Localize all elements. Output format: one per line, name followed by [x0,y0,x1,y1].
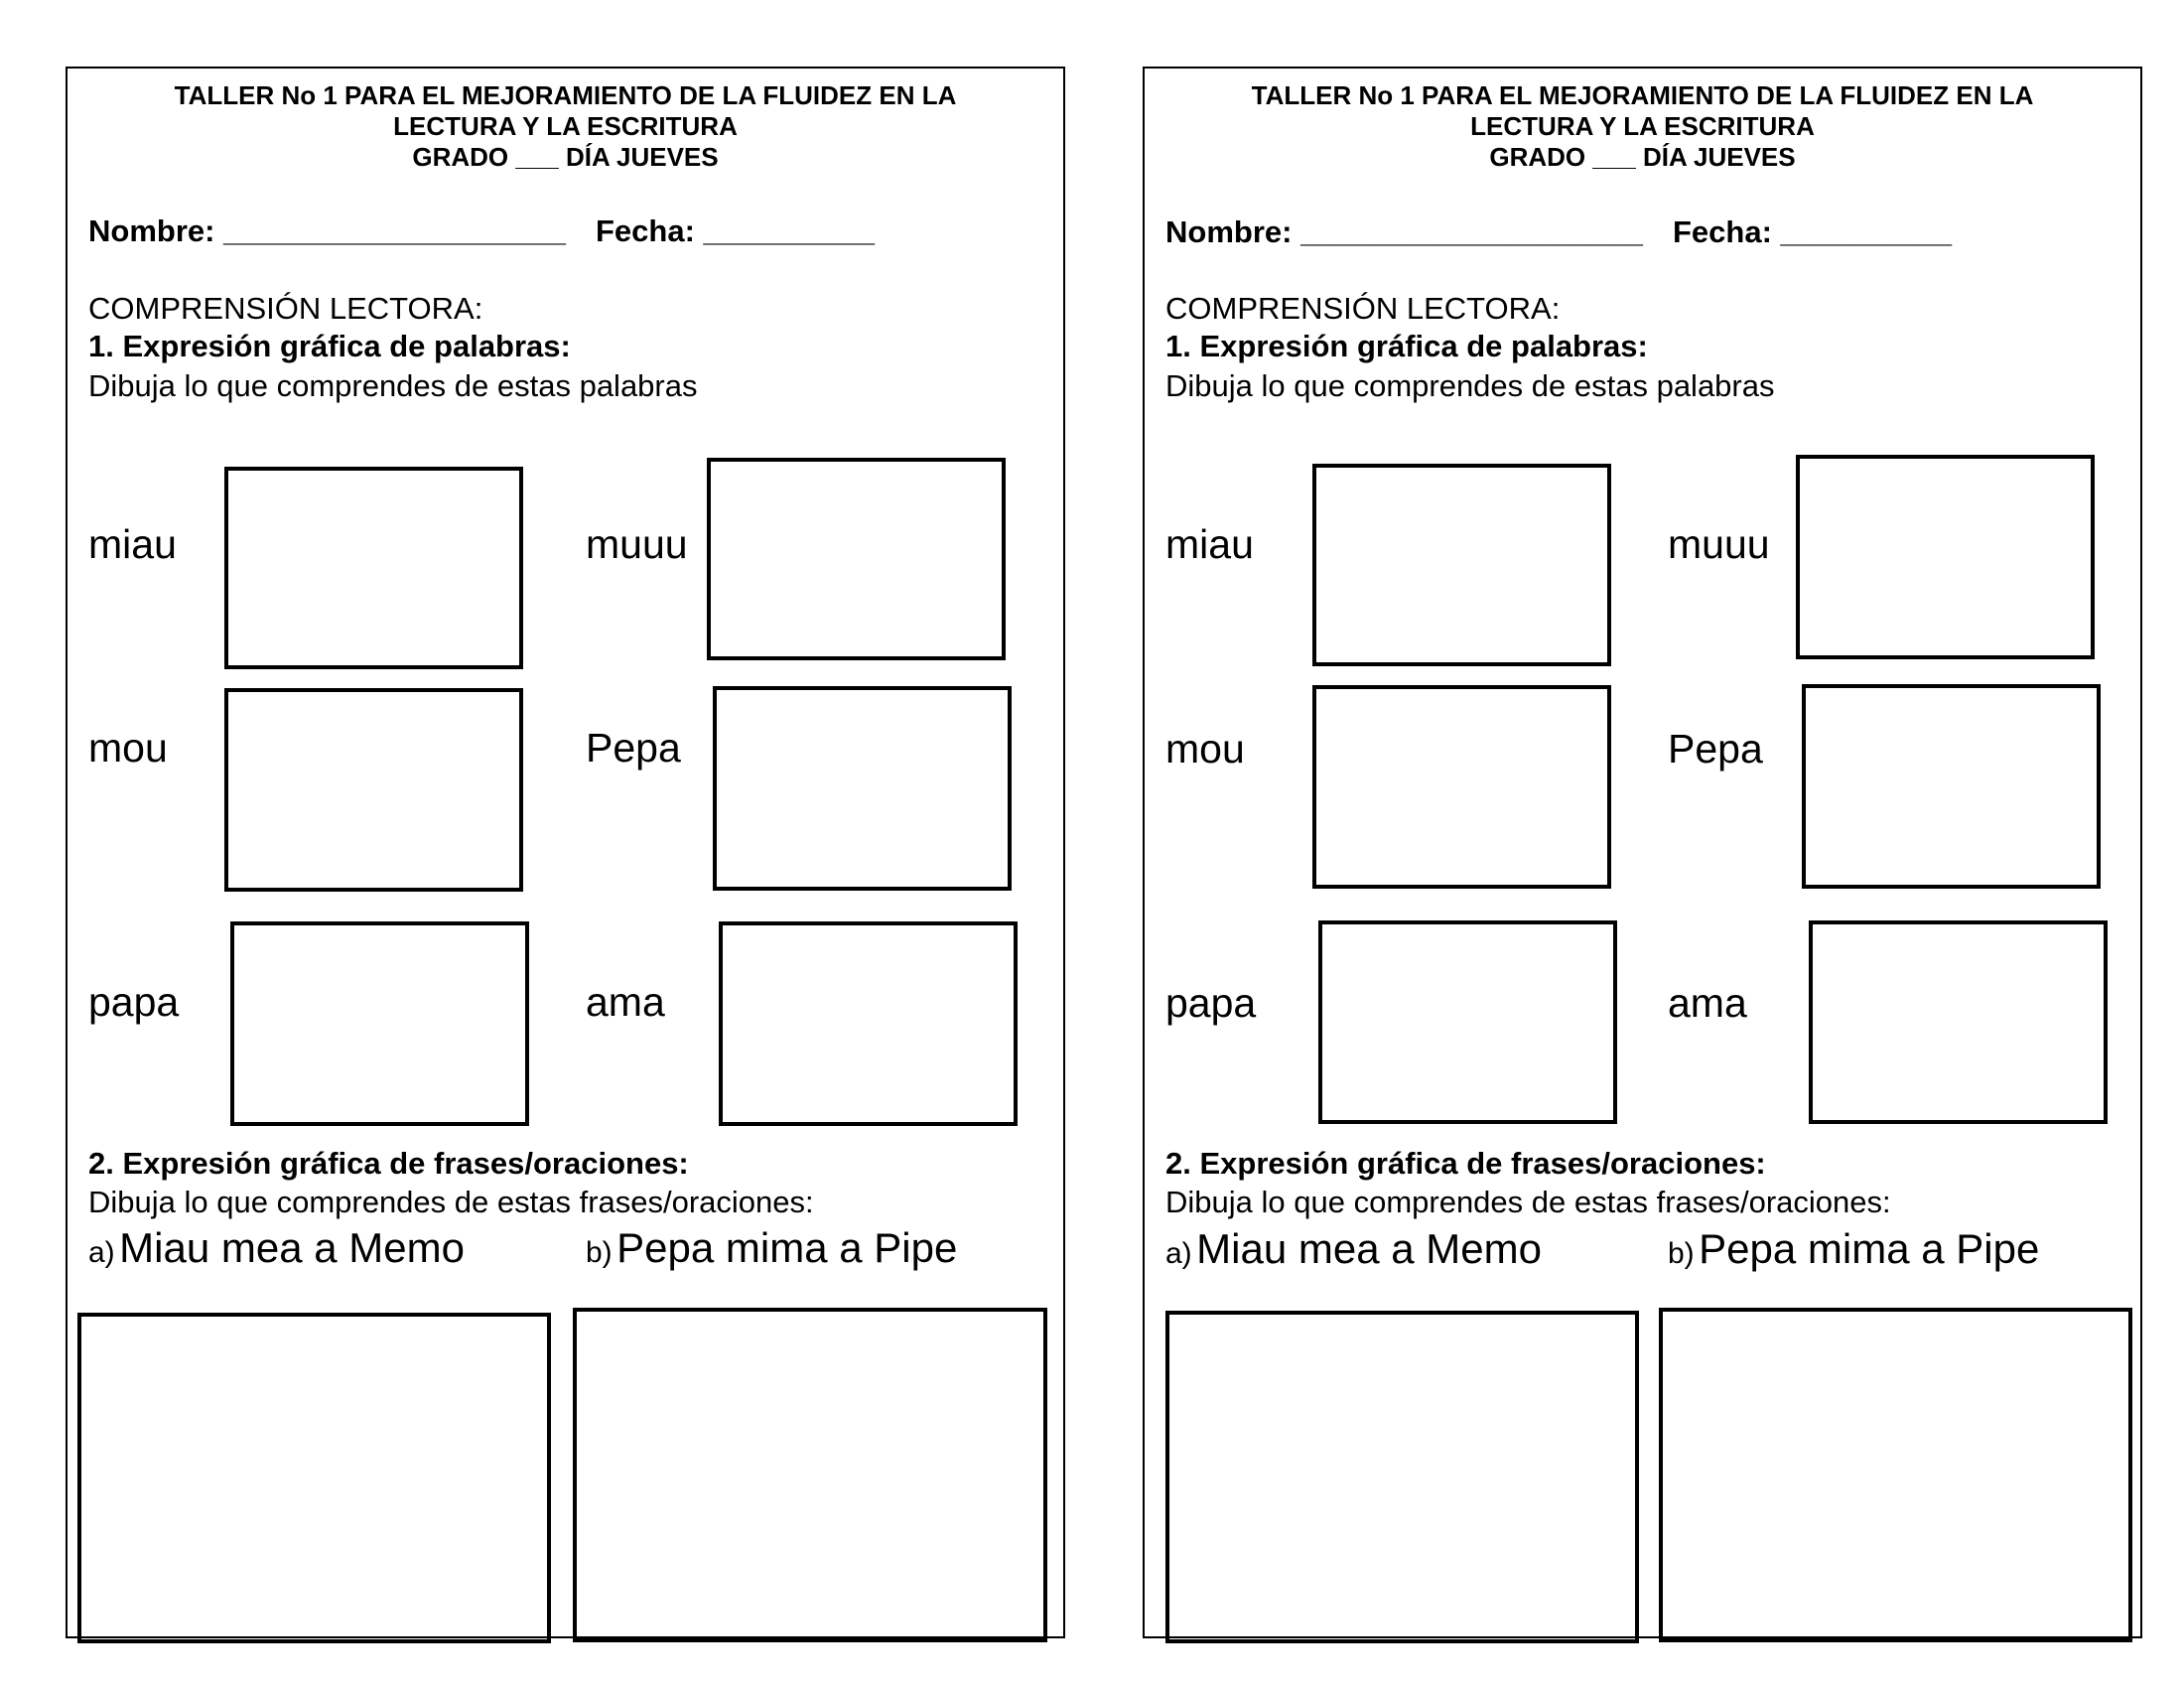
word-label: mou [88,725,168,771]
drawing-box[interactable] [719,921,1018,1126]
sentence-letter: a) [88,1236,115,1269]
part2-instruction: Dibuja lo que comprendes de estas frases/oraciones: [88,1185,814,1219]
part1-heading: 1. Expresión gráfica de palabras: [88,329,571,363]
sentence-b [586,1224,957,1272]
part2-heading: 2. Expresión gráfica de frases/oraciones: [1165,1146,1766,1181]
drawing-box[interactable] [1802,684,2101,889]
word-label: Pepa [1668,726,1763,772]
word-label: muuu [1668,521,1770,567]
drawing-box-large[interactable] [1165,1311,1639,1643]
title-line-2: LECTURA Y LA ESCRITURA [1470,111,1815,141]
title-line-1: TALLER No 1 PARA EL MEJORAMIENTO DE LA FLUIDEZ EN LA [174,80,957,110]
word-label: ama [1668,980,1747,1026]
title-line-1: TALLER No 1 PARA EL MEJORAMIENTO DE LA FLUIDEZ EN LA [1251,80,2034,110]
title-line-3: GRADO ___ DÍA JUEVES [1489,142,1796,172]
title-line-3: GRADO ___ DÍA JUEVES [412,142,719,172]
date-field-label: Fecha: __________ [596,213,875,248]
drawing-box[interactable] [1809,920,2108,1124]
word-label: Pepa [586,725,681,771]
part1-instruction: Dibuja lo que comprendes de estas palabras [1165,368,1775,403]
name-field-label: Nombre: ____________________ [1165,214,1643,249]
part2-heading: 2. Expresión gráfica de frases/oraciones: [88,1146,689,1181]
word-label: mou [1165,726,1245,772]
sentence-text: Miau mea a Memo [119,1224,465,1271]
sentence-letter: b) [1668,1237,1695,1270]
drawing-box[interactable] [230,921,529,1126]
sentence-letter: a) [1165,1237,1192,1270]
sentence-text: Pepa mima a Pipe [1699,1225,2040,1272]
drawing-box[interactable] [1318,920,1617,1124]
sentence-text: Miau mea a Memo [1196,1225,1542,1272]
sentence-a [88,1224,465,1272]
drawing-box-large[interactable] [573,1308,1047,1642]
part1-heading: 1. Expresión gráfica de palabras: [1165,329,1648,363]
sentence-b [1668,1225,2039,1273]
drawing-box[interactable] [224,467,523,669]
drawing-box[interactable] [713,686,1012,891]
sentence-letter: b) [586,1236,613,1269]
worksheet-right [1143,67,2142,1638]
drawing-box[interactable] [1796,455,2095,659]
word-label: papa [88,979,180,1025]
part2-instruction: Dibuja lo que comprendes de estas frases/oraciones: [1165,1185,1891,1219]
word-label: papa [1165,980,1257,1026]
word-label: miau [1165,521,1254,567]
drawing-box[interactable] [224,688,523,892]
date-field-label: Fecha: __________ [1673,214,1952,249]
name-field-label: Nombre: ____________________ [88,213,566,248]
section-heading: COMPRENSIÓN LECTORA: [88,291,483,326]
drawing-box[interactable] [707,458,1006,660]
word-label: ama [586,979,665,1025]
word-label: muuu [586,521,688,567]
part1-instruction: Dibuja lo que comprendes de estas palabras [88,368,698,403]
drawing-box[interactable] [1312,464,1611,666]
sentence-text: Pepa mima a Pipe [616,1224,958,1271]
worksheet-left [66,67,1065,1638]
drawing-box-large[interactable] [1659,1308,2132,1642]
drawing-box-large[interactable] [77,1313,551,1643]
title-line-2: LECTURA Y LA ESCRITURA [393,111,738,141]
sentence-a [1165,1225,1542,1273]
section-heading: COMPRENSIÓN LECTORA: [1165,291,1561,326]
word-label: miau [88,521,177,567]
drawing-box[interactable] [1312,685,1611,889]
